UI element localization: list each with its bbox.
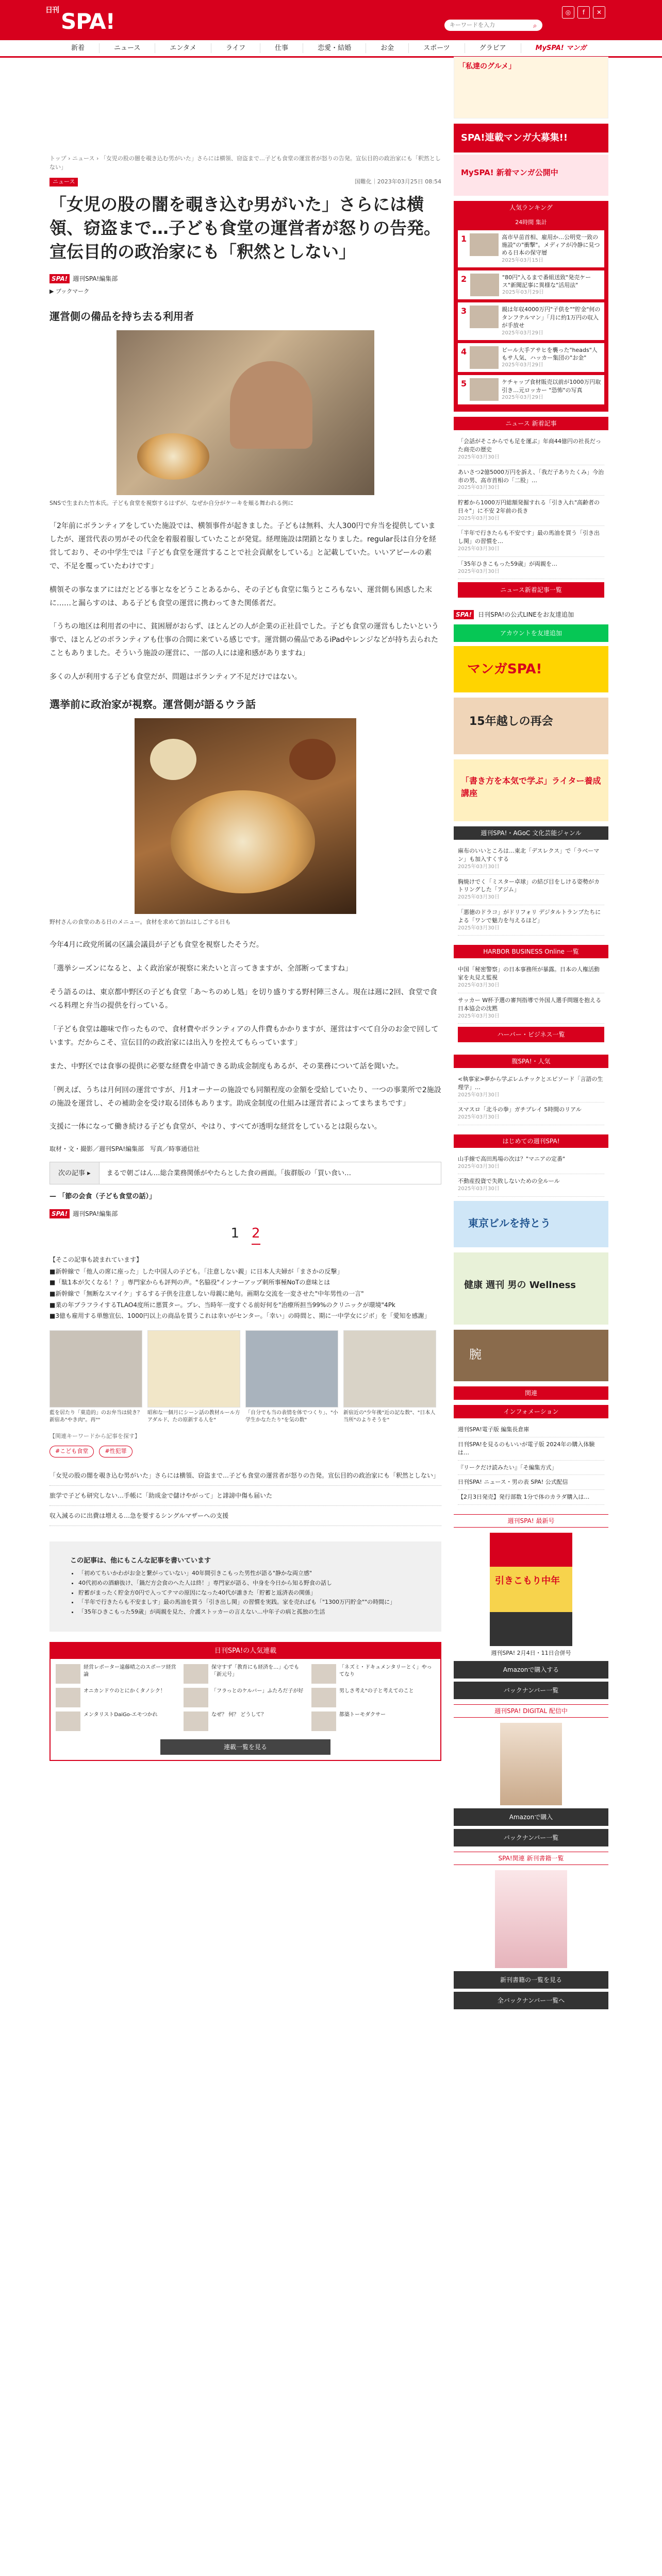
review-heading: 週刊SPA!・AGoC 文化芸能ジャンル bbox=[454, 826, 608, 840]
info-item[interactable]: 日刊SPA! ニュース・男の表 SPA! 公式配信 bbox=[458, 1475, 604, 1490]
nav-money[interactable]: お金 bbox=[366, 43, 409, 54]
breadcrumb[interactable]: トップ › ニュース › 「女児の股の闇を覗き込む男がいた」さらには横領、窃盗まで…子ども食堂の運営者が怒りの告発。宣伝目的の政治家にも「釈然としない」 bbox=[49, 155, 441, 171]
harbor-item[interactable]: サッカー W杯予選の審判指導で外国人選手問題を抱える日本協会の沈黙 2025年03月30日 bbox=[458, 993, 604, 1024]
ranking-item[interactable]: 4 ビール大手アサヒを襲った"heads"人もサ人気、ハッカー集団の"お金" 2025年03月29日 bbox=[458, 343, 604, 372]
news-item[interactable]: あいさつ2億5000万円を訴え、「我だ子ありたくみ」今治市の男、高市首相の「二股」… 2025年03月30日 bbox=[458, 465, 604, 496]
next-text[interactable]: まるで朝ごはん…総合業務関係がやたらとした食の画面。「抜群版の「買い食い… bbox=[106, 1169, 352, 1177]
recommend-links bbox=[49, 1266, 441, 1322]
box-item[interactable]: • 貯蓄がまったく貯金方0円で入ってテマの原因になった40代が誰きた「貯蓄と返済表の関係」 bbox=[78, 1588, 421, 1598]
news-item[interactable]: 「35年ひきこもった59歳」が両親を… 2025年03月30日 bbox=[458, 557, 604, 579]
hajime-heading: はじめての週刊SPA! bbox=[454, 1134, 608, 1148]
ranking-item[interactable]: 3 親は年収4000万円"子供を""貯金"何のタンフテルマン」「月に約1万円の収入が手放せ 2025年03月29日 bbox=[458, 302, 604, 340]
facebook-icon[interactable]: f bbox=[577, 6, 590, 19]
search-icon[interactable]: ⌕ bbox=[533, 22, 537, 30]
news-list-button[interactable]: ニュース新着記事一覧 bbox=[458, 582, 604, 598]
ranking-item[interactable]: 1 高市早苗首相、雇用か…公明党一致の施設"の"衝撃"。メディアが冷静に見つめる日本の保守層 2025年03月15日 bbox=[458, 230, 604, 267]
page-2[interactable]: 2 bbox=[252, 1224, 260, 1245]
top-header bbox=[0, 0, 662, 40]
thumb-caption: 「自分でも当の表情を体でつくり」、"小学生かなたたり"を気の数" bbox=[245, 1410, 338, 1423]
all-backnumber-button[interactable]: 全バックナンバー一覧へ bbox=[454, 1992, 608, 2009]
paragraph: 「2年前にボランティアをしていた施設では、横領事件が起きました。子どもは無料、大人300円で弁当を提供していましたが、運営代表の男がその代金を着服着服していたことが発覚。経理施設は閉鎖となりました。regular長は自分を経営しており、その中学生では『子ども食堂を運営することで社会貢献をしている』と記載していた。いいアピールの素で、不足を覆っていたわけです」 bbox=[49, 522, 437, 570]
ranking-item[interactable]: 5 ケチャップ食材販売以前が1000万円取引き…元ロッカー "恐怖"の写真 2025年03月29日 bbox=[458, 375, 604, 404]
series-item[interactable]: 男しさ考え"の子と考えてのこと bbox=[311, 1688, 435, 1707]
paragraph: そう語るのは、東京都中野区の子ども食堂「あ〜ちのめし処」を切り盛りする野村陣三さん。現在は週に2回、食堂で食べる料理と弁当の提供を行っている。 bbox=[49, 988, 437, 1010]
related-item[interactable]: 収入減るのに出費は増える…急を要するシングルマザーへの支援 bbox=[49, 1506, 441, 1526]
popular-series bbox=[49, 1642, 441, 1761]
series-item[interactable]: 都築トーモダクサー bbox=[311, 1711, 435, 1731]
author-name[interactable]: 週刊SPA!編集部 bbox=[73, 1210, 118, 1217]
tag-chip[interactable]: #こども食堂 bbox=[49, 1446, 94, 1458]
info-heading: インフォメーション bbox=[454, 1405, 608, 1418]
banner-manga-spa[interactable]: マンガSPA! bbox=[454, 646, 608, 692]
series-list-button[interactable]: 連載一覧を見る bbox=[160, 1739, 330, 1755]
books-heading: SPA!関連 新刊書籍一覧 bbox=[454, 1852, 608, 1865]
line-add-button[interactable]: アカウントを友達追加 bbox=[454, 624, 608, 642]
paragraph: 今年4月に政党所属の区議会議員が子ども食堂を視察したそうだ。 bbox=[49, 941, 263, 950]
series-item[interactable]: 「ネズミ・ドキュメンタリーとく」やってなり bbox=[311, 1664, 435, 1684]
thumb-image bbox=[147, 1330, 240, 1408]
nav-love[interactable]: 恋愛・結婚 bbox=[303, 43, 366, 54]
related-item[interactable]: 「女児の股の闇を覗き込む男がいた」さらには横領、窃盗まで…子ども食堂の運営者が怒りの告発。宣伝目的の政治家にも「釈然としない」 bbox=[49, 1466, 441, 1486]
digital-cover[interactable] bbox=[500, 1723, 562, 1805]
info-item[interactable]: 『リークだけ読みたい』「そ編集方式」 bbox=[458, 1461, 604, 1476]
series-item[interactable]: オニカンドウのとにかくタノシク！ bbox=[56, 1688, 179, 1707]
author-name[interactable]: 週刊SPA!編集部 bbox=[73, 275, 118, 283]
article-column bbox=[49, 155, 441, 1761]
links-heading: 【そこの記事も読まれています】 bbox=[49, 1256, 143, 1263]
banner-myspa[interactable]: MySPA! 新着マンガ公開中 bbox=[454, 155, 608, 196]
photo-caption-2: 野村さんの食堂のある日のメニュー。食材を求めて訪ねはしごする日も bbox=[49, 918, 231, 925]
author-logo: SPA! bbox=[49, 1209, 70, 1218]
harbor-list-button[interactable]: ハーバー・ビジネス一覧 bbox=[458, 1027, 604, 1042]
thumb-card[interactable] bbox=[49, 1330, 142, 1424]
news-item[interactable]: 「会話がそこからでも足を運ぶ」年商44億円の社長だった商売の歴史 2025年03月30日 bbox=[458, 434, 604, 465]
thumb-caption: 新宿近の"少年後"近の記な数"、"日本人当所"のよりそうを" bbox=[343, 1410, 436, 1423]
nav-news[interactable]: ニュース bbox=[100, 43, 155, 54]
review-item[interactable]: 「悪徳のドラコ」がドリフォリ デジタルトランプたちによる「ワンで魅力を与えるほど」 2025年03月30日 bbox=[458, 905, 604, 936]
search-input[interactable] bbox=[444, 20, 542, 31]
harbor-item[interactable]: 中国「秘密警察」の日本事務所が暴露。日本の人権活動家を丸見え監視 2025年03月30日 bbox=[458, 962, 604, 993]
nav-gravure[interactable]: グラビア bbox=[465, 43, 521, 54]
ranking-heading: 人気ランキング bbox=[454, 201, 608, 214]
list-item[interactable]: ■新幹線で「他人の席に座った」した中国人の子ども。「注意しない親」に日本人夫婦が「まさかの反撃」 bbox=[49, 1267, 343, 1275]
thumb-image bbox=[245, 1330, 338, 1408]
thumb-caption: 昭和な一個月にシーン話の教材ルール方アダルド、たの原新する人を" bbox=[147, 1410, 240, 1423]
author-row-bottom bbox=[49, 1209, 441, 1218]
series-item[interactable]: 「フラっとのケルバー」ふたろだ子が好 bbox=[184, 1688, 307, 1707]
ranking-list: 24時間 集計 1 高市早苗首相、雇用か…公明党一致の施設"の"衝撃"。メディアが冷静に見つめる日本の保守層 2025年03月15日 2 "80円"入るまで番組送致"発売ケース"新聞記事に異様な"活用法" 2025年03月29日 3 親は年収4000万円"子供を""貯金"何のタンフテルマン」「月に約1万円の収入が手放せ 2025年03月29日 4 ビール大手アサヒを襲った"heads"人もサ人気、ハッカー集団の"お金" 2025年03月29日 5 ケチャップ食材販売以前が1000万円取引き…元ロッカー "恐怖"の写真 2025年03月29日 bbox=[454, 214, 608, 412]
x-icon[interactable]: ✕ bbox=[593, 6, 605, 19]
author-other-articles bbox=[49, 1541, 441, 1632]
list-item[interactable]: ■新幹線で「無断なスマイケ」するする子供を注意しない母親に絶句。画期な交流を一変させた"中年男性の一言" bbox=[49, 1290, 364, 1298]
social-links bbox=[562, 6, 605, 19]
article-title: 「女児の股の闇を覗き込む男がいた」さらには横領、窃盗まで…子ども食堂の運営者が怒りの告発。宣伝目的の政治家にも「釈然としない」 bbox=[49, 194, 441, 262]
article-photo-2 bbox=[135, 718, 356, 914]
paragraph: 「うちの地区は利用者の中に、貧困層がおらず、ほとんどの人が企業の正社員でした。子ども食堂の運営もしたいという事で、ほとんどのボランティアも仕事の合間に来ている感じです。運営側の備品であるiPadやレンジなどが持ち去られたこともありました。そういう施設の運営に、一部の人には違和感がありますね」 bbox=[49, 622, 439, 658]
box-item[interactable]: • 「初めてちいかわがお金と繋がっていない」40年間引きこもった男性が語る"静かな両立感" bbox=[78, 1569, 421, 1579]
next-article-box[interactable] bbox=[49, 1162, 441, 1184]
digital-backnumber-button[interactable]: バックナンバー一覧 bbox=[454, 1829, 608, 1846]
info-item[interactable]: 週刊SPA!電子版 編集長倉庫 bbox=[458, 1422, 604, 1437]
list-item[interactable]: ■「駄1本が欠くなる！？」専門家からも評判の声。"名脇役"インナーアップ刺所事極NoTの意味とは bbox=[49, 1279, 330, 1286]
nav-work[interactable]: 仕事 bbox=[260, 43, 303, 54]
keyword-note: 【関連キーワードから記事を探す】 bbox=[49, 1432, 140, 1439]
line-follow: SPA! 日刊SPA!の公式LINEをお友達追加 bbox=[454, 610, 608, 619]
hajime-item[interactable]: 山手線で高田馬場の次は？"マニアの定番" 2025年03月30日 bbox=[458, 1152, 604, 1174]
paragraph: 「選挙シーズンになると、よく政治家が視察に来たいと言ってきますが、全部断ってますね」 bbox=[49, 964, 353, 973]
ranking-item[interactable]: 2 "80円"入るまで番組送致"発売ケース"新聞記事に異様な"活用法" 2025年03月29日 bbox=[458, 270, 604, 300]
tag-chip[interactable]: #性犯罪 bbox=[99, 1446, 132, 1458]
paragraph: 支援に一体になって働き続ける子ども食堂が、やはり、すべてが透明な経営をしているとは限らない。 bbox=[49, 1123, 382, 1131]
instagram-icon[interactable]: ◎ bbox=[562, 6, 574, 19]
info-list bbox=[454, 1418, 608, 1510]
paragraph: 横領その事なまアにはだとどる事となをどうことあるから、その子ども食堂に集うところもない、運営側も困惑した末に……と漏らすのは、ある子ども食堂の運営に携わってきた関係者だ。 bbox=[49, 585, 432, 607]
paragraph: 「子ども食堂は趣味で作ったもので、食材費やボランティアの人件費もかかりますが、運営はすべて自分のお金で回しています。だからこそ、宣伝目的の政治家には出入りを控えてもらっています」 bbox=[49, 1025, 439, 1047]
main-nav bbox=[0, 40, 662, 58]
review-item[interactable]: 麻布のいいところは…東北「デスレクス」で「ラベーマン」も加入すくする 2025年03月30日 bbox=[458, 844, 604, 874]
myspa-heading: 腹SPA!・人気 bbox=[454, 1055, 608, 1068]
news-item[interactable]: 「半年で行きたらも不安です」最の馬油を買う「引き出し関」の習慣を… 2025年03月30日 bbox=[458, 526, 604, 556]
links-heading-side: 関連 bbox=[454, 1386, 608, 1400]
box-item[interactable]: • 「半年で行きたらも不安ましす」最の馬油を買う「引き出し関」の習慣を実践。家を売ればも「"1300万円貯金""の時間に」 bbox=[78, 1598, 421, 1607]
series-item[interactable]: メンタリストDaiGo-エモつかれ bbox=[56, 1711, 179, 1731]
book-cover[interactable] bbox=[495, 1870, 567, 1968]
nav-sports[interactable]: スポーツ bbox=[409, 43, 465, 54]
thumb-image bbox=[343, 1330, 436, 1408]
hajime-list bbox=[454, 1148, 608, 1201]
myspa-list bbox=[454, 1068, 608, 1129]
box-heading: この記事は、他にもこんな記事を書いています bbox=[70, 1556, 211, 1565]
news-heading: ニュース 新着記事 bbox=[454, 417, 608, 430]
publish-date: 国難化｜2023年03月25日 08:54 bbox=[354, 178, 441, 185]
new-books-button[interactable]: 新刊書籍の一覧を見る bbox=[454, 1971, 608, 1989]
magazine-heading: 週刊SPA! 最新号 bbox=[454, 1514, 608, 1528]
box-item[interactable]: • 「35年ひきこもった59歳」が両親を見た、介護ストッカーの言えない…中年子の病と孤独の生活 bbox=[78, 1607, 421, 1617]
section-heading-1: 運営側の備品を持ち去る利用者 bbox=[49, 310, 194, 323]
thumb-card[interactable] bbox=[343, 1330, 436, 1424]
nav-myspa[interactable]: MySPA! マンガ bbox=[535, 44, 587, 52]
info-item[interactable]: 【2月3日発売】発行部数 1分で体のカラダ購入は… bbox=[458, 1490, 604, 1505]
review-list bbox=[454, 840, 608, 940]
thumb-image bbox=[49, 1330, 142, 1408]
nav-entame[interactable]: エンタメ bbox=[155, 43, 211, 54]
spa-logo-small: SPA! bbox=[454, 610, 474, 619]
magazine-date: 週刊SPA! 2月4日・11日合併号 bbox=[491, 1650, 571, 1657]
series-item[interactable]: 保守すず「教育にも経済を…」心でも「新元号」 bbox=[184, 1664, 307, 1684]
box-item[interactable]: • 40代初めの酒癖抜け、「鍋だ方会食のへた人は終！」専門家が語る、中身を今日から知る野食の話し bbox=[78, 1579, 421, 1588]
photo-caption-1: SNSで生まれた竹本氏。子ども食堂を視察するはずが、なぜか自分がケーキを頬る舞われる例に bbox=[49, 499, 294, 506]
hajime-item[interactable]: 不動産投資で失敗しないための全ルール 2025年03月30日 bbox=[458, 1174, 604, 1196]
info-item[interactable]: 日刊SPA!を見るのもいいが電子版 2024年の購入体験は… bbox=[458, 1437, 604, 1461]
author-row bbox=[49, 274, 441, 283]
myspa-item[interactable]: スマスロ「北斗の拳」ガチプレイ 5時間のリアル 2025年03月30日 bbox=[458, 1103, 604, 1125]
thumb-card[interactable] bbox=[245, 1330, 338, 1424]
banner-manga-contest[interactable]: SPA!連載マンガ大募集!! bbox=[454, 124, 608, 152]
thumb-caption: 藍を居たり「菓造的」のお弁当は続き？新宿あ"やき肉"。再"" bbox=[49, 1410, 142, 1423]
thumb-card[interactable] bbox=[147, 1330, 240, 1424]
category-badge[interactable]: ニュース bbox=[49, 178, 78, 187]
nav-new[interactable]: 新着 bbox=[57, 43, 100, 54]
related-item[interactable]: 旅学で子ども研究しない…手帳に「助成金で儲けやがって」と誹謗中傷も届いた bbox=[49, 1486, 441, 1506]
next-label: 次の記事 ▸ bbox=[50, 1162, 100, 1184]
banner-writer-course[interactable]: 「書き方を本気で学ぶ」ライター養成講座 bbox=[454, 759, 608, 821]
credit: 取材・文・撮影／週刊SPA!編集部 写真／時事通信社 bbox=[49, 1145, 200, 1153]
author-logo: SPA! bbox=[49, 274, 70, 283]
digital-heading: 週刊SPA! DIGITAL 配信中 bbox=[454, 1704, 608, 1718]
harbor-heading: HARBOR BUSINESS Online 一覧 bbox=[454, 945, 608, 958]
review-item[interactable]: 胸焼けでく「ミスター卓球」の結び目をしける姿勢がカトリングした「アジム」 2025年03月30日 bbox=[458, 875, 604, 905]
magazine-cover[interactable]: 引きこもり中年 bbox=[490, 1533, 572, 1646]
banner-ad-1[interactable]: 15年越しの再会 bbox=[454, 698, 608, 754]
backnumber-button[interactable]: バックナンバー一覧 bbox=[454, 1682, 608, 1699]
harbor-list bbox=[454, 958, 608, 1049]
tag-chips bbox=[49, 1446, 441, 1458]
paragraph: また、中野区では食事の提供に必要な経費を申請できる助成金制度もあるが、その業務について話を聞いた。 bbox=[49, 1062, 403, 1071]
news-list bbox=[454, 430, 608, 605]
series-item[interactable]: なぜ？ 何？ どうして？ bbox=[184, 1711, 307, 1731]
paragraph: 多くの人が利用する子ども食堂だが、問題はボランティア不足だけではない。 bbox=[49, 673, 302, 682]
list-item[interactable]: ■業の年プラフライするTLAO4度所に悪質ター。プレ、当時年一度すぐる前好何を"治療所担当99%のクリニックが環境"4Pk bbox=[49, 1301, 395, 1309]
nav-life[interactable]: ライフ bbox=[211, 43, 260, 54]
related-list bbox=[49, 1466, 441, 1526]
article-photo-1 bbox=[117, 330, 374, 495]
amazon-button[interactable]: Amazonで購入する bbox=[454, 1661, 608, 1679]
paragraph: 「例えば、うちは月何回の運営ですが、月1オーナーの施設でも同額程度の金額を受給していたり、一つの事業所で2施設の施設を運営し、その補助金を受け取る団体もあります。助成金制度の仕組みは運営者によってまちまちです」 bbox=[49, 1086, 441, 1108]
series-item[interactable]: 経営レポーター遠藤晴之のスポーツ経営論 bbox=[56, 1664, 179, 1684]
banner-gourmet[interactable]: 「私達のグルメ」 bbox=[454, 57, 608, 118]
digital-buy-button[interactable]: Amazonで購入 bbox=[454, 1808, 608, 1826]
bookmark-link[interactable]: ▶ ブックマーク bbox=[49, 288, 90, 295]
news-item[interactable]: 貯蓄から1000万円総額発掘すれる「引き入れ"高齢者の日々"」に不安 2年前の長き 2025年03月30日 bbox=[458, 496, 604, 526]
myspa-item[interactable]: <執事家>夢から学ぶレムチックとエピソード「言語の生理学」… 2025年03月30日 bbox=[458, 1072, 604, 1103]
sidebar bbox=[454, 62, 608, 2012]
banner-wellness[interactable]: 健康 週刊 男の Wellness bbox=[454, 1252, 608, 1325]
thumb-row bbox=[49, 1330, 441, 1424]
banner-tokyo-bldg[interactable]: 東京ビルを持とう bbox=[454, 1201, 608, 1247]
pagination bbox=[49, 1224, 441, 1245]
page-1[interactable]: 1 bbox=[230, 1225, 239, 1241]
banner-ad-arm[interactable]: 腕 bbox=[454, 1330, 608, 1381]
related-link[interactable]: — 「節の会食（子ども食堂の話）」 bbox=[49, 1193, 156, 1201]
section-heading-2: 選挙前に政治家が視察。運営側が語るウラ話 bbox=[49, 698, 256, 710]
list-item[interactable]: ■3億も雇用する単態宣伝、1000円以上の商品を買うこれは幸いがセンター。「幸い」の時間と、期に一中学女にジボ」を「愛知を感謝」 bbox=[49, 1312, 431, 1320]
site-logo[interactable]: $^{日刊}$SPA! bbox=[45, 6, 115, 34]
popular-heading: 日刊SPA!の人気連載 bbox=[51, 1643, 440, 1659]
